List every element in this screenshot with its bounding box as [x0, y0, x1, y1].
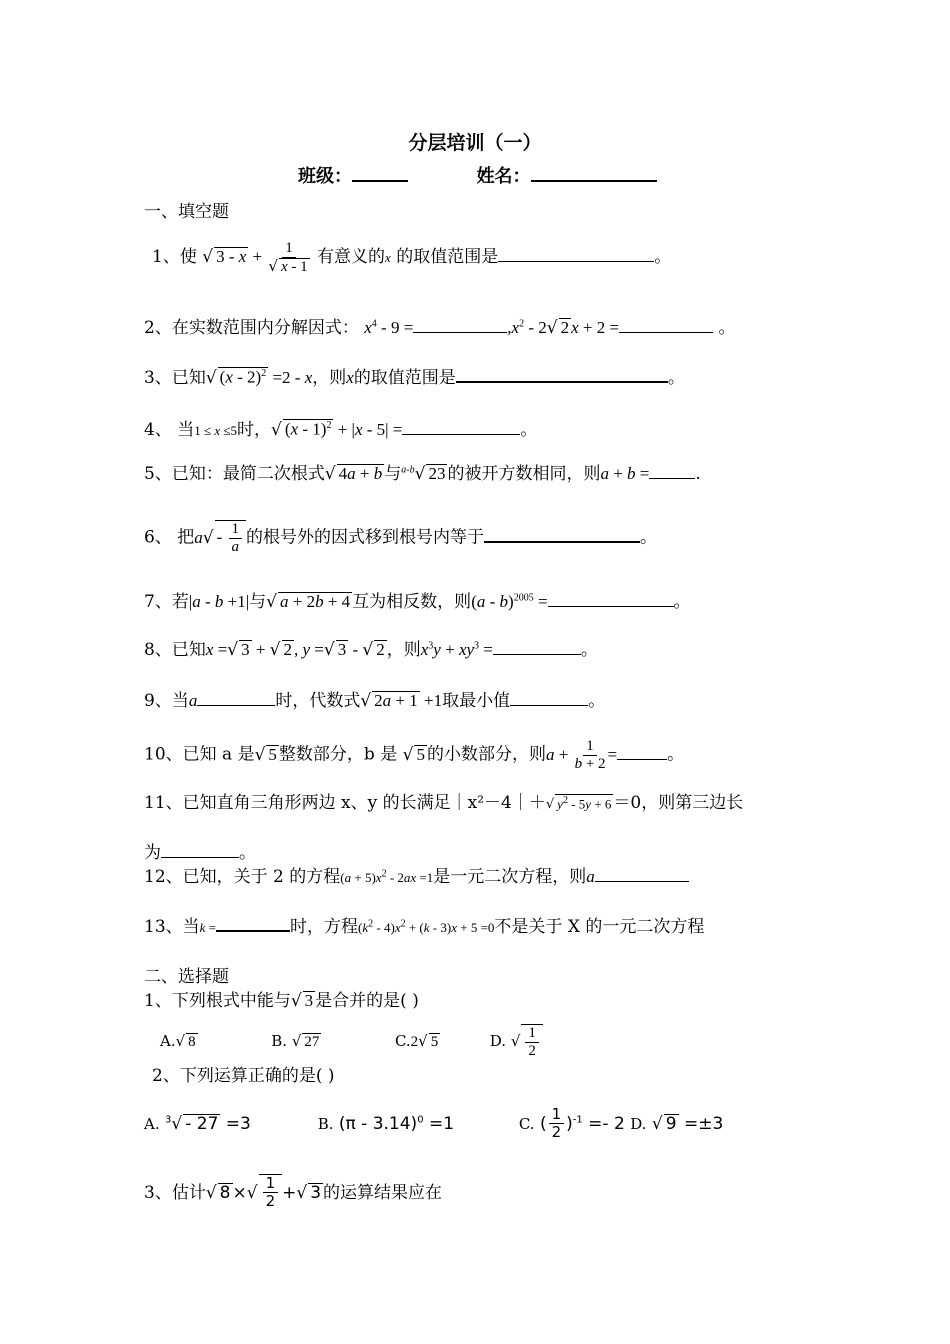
- student-info: [298, 162, 657, 188]
- answer-blank-5[interactable]: [649, 464, 695, 479]
- option-d[interactable]: D. √ 9 =±3: [630, 1113, 724, 1134]
- name-blank[interactable]: [531, 166, 657, 182]
- question-6: 6、 把a√ - $\frac{1}{a}$ 的根号外的因式移到根号内等于 。: [144, 521, 657, 556]
- question-4: 4、 当1 ≤ x ≤5时，√ (x - 1)$^2$ + |x - 5| = 。: [144, 420, 538, 440]
- question-11: 11、已知直角三角形两边 x、y 的长满足｜x²－4｜＋√ $y^2 - 5y + 6 =0$，则第三边长: [144, 793, 744, 813]
- choice-question-3: 3、估计√ 8 ×√ $\frac{1}{2}$ +√ 3 的运算结果应在: [144, 1174, 443, 1211]
- option-a[interactable]: A. $^3$√ - 27 =3: [144, 1113, 251, 1134]
- choice-question-2-options: [144, 1106, 723, 1142]
- answer-blank-7[interactable]: [548, 592, 674, 607]
- option-b[interactable]: B. (π - 3.14)$^0$ =1: [317, 1113, 455, 1134]
- question-7: 7、若|a - b +1|与√ a + 2b + 4 互为相反数，则(a - b)$^{2005}$ = 。: [144, 592, 691, 612]
- choice-question-1-options: [160, 1024, 543, 1061]
- section-multiple-choice: 二、选择题: [144, 967, 229, 987]
- answer-blank-13[interactable]: [216, 916, 290, 932]
- question-1: 1、使 √ 3 - x + $\frac{1}{√ x - 1}$ 有意义的x 的取值范围是 。: [152, 240, 672, 276]
- question-5: 5、已知：最简二次根式√ 4a + b 与$^{a-b}$√ 23 的被开方数相同，则a + b = .: [144, 464, 701, 484]
- option-b[interactable]: B. √ 27: [271, 1032, 320, 1051]
- answer-blank-12[interactable]: [595, 867, 689, 882]
- answer-blank-8[interactable]: [493, 640, 581, 655]
- section-fill-blank: 一、填空题: [144, 202, 229, 222]
- answer-blank-1[interactable]: [498, 247, 654, 262]
- answer-blank-2a[interactable]: [413, 318, 507, 333]
- class-label: 班级：: [298, 166, 352, 187]
- answer-blank-2b[interactable]: [619, 318, 713, 333]
- option-d[interactable]: D. √ $\frac{1}{2}$: [490, 1032, 543, 1050]
- choice-question-2: 2、下列运算正确的是( ): [152, 1066, 335, 1086]
- question-8: 8、已知x =√ 3 + √ 2 , y =√ 3 - √ 2 ，则$x^3y + xy^3$ = 。: [144, 640, 598, 660]
- answer-blank-3[interactable]: [456, 367, 668, 383]
- answer-blank-9a[interactable]: [197, 691, 275, 706]
- answer-blank-9b[interactable]: [510, 691, 588, 706]
- option-c[interactable]: C.2√ 5: [394, 1032, 439, 1051]
- question-12: 12、已知，关于 2 的方程$(a + 5)x^2 - 2ax =1$是一元二次方程，则a: [144, 862, 689, 887]
- question-3: 3、已知√ (x - 2)$^2$ =2 - x，则x的取值范围是 。: [144, 368, 685, 388]
- question-13: 13、当k = 时，方程$(k^2 - 4)x^2 + (k - 3)x + 5 =0$不是关于 X 的一元二次方程: [144, 917, 705, 937]
- question-10: 10、已知 a 是√ 5 整数部分，b 是 √ 5 的小数部分，则a + $\frac{1}{b + 2}$ = 。: [144, 738, 685, 773]
- class-blank[interactable]: [352, 166, 408, 182]
- question-2: 2、在实数范围内分解因式： $x^4 - 9 = ,x^2 - 2√$ 2 x + 2 = 。: [144, 318, 736, 338]
- answer-blank-10[interactable]: [617, 745, 667, 760]
- answer-blank-4[interactable]: [402, 420, 520, 435]
- question-9: 9、当a 时，代数式√ 2a + 1 +1取最小值 。: [144, 691, 606, 711]
- answer-blank-11[interactable]: [161, 843, 239, 858]
- option-c[interactable]: C. ( $\frac{1}{2}$ )$^{-1}$ =- 2: [518, 1105, 625, 1142]
- page-title: 分层培训（一）: [408, 132, 542, 154]
- option-a[interactable]: A.√ 8: [160, 1032, 196, 1051]
- name-label: 姓名：: [476, 166, 531, 187]
- answer-blank-6[interactable]: [484, 527, 640, 543]
- choice-question-1: 1、下列根式中能与√ 3 是合并的是( ): [144, 991, 419, 1011]
- question-11-line2: 为 。: [144, 843, 256, 863]
